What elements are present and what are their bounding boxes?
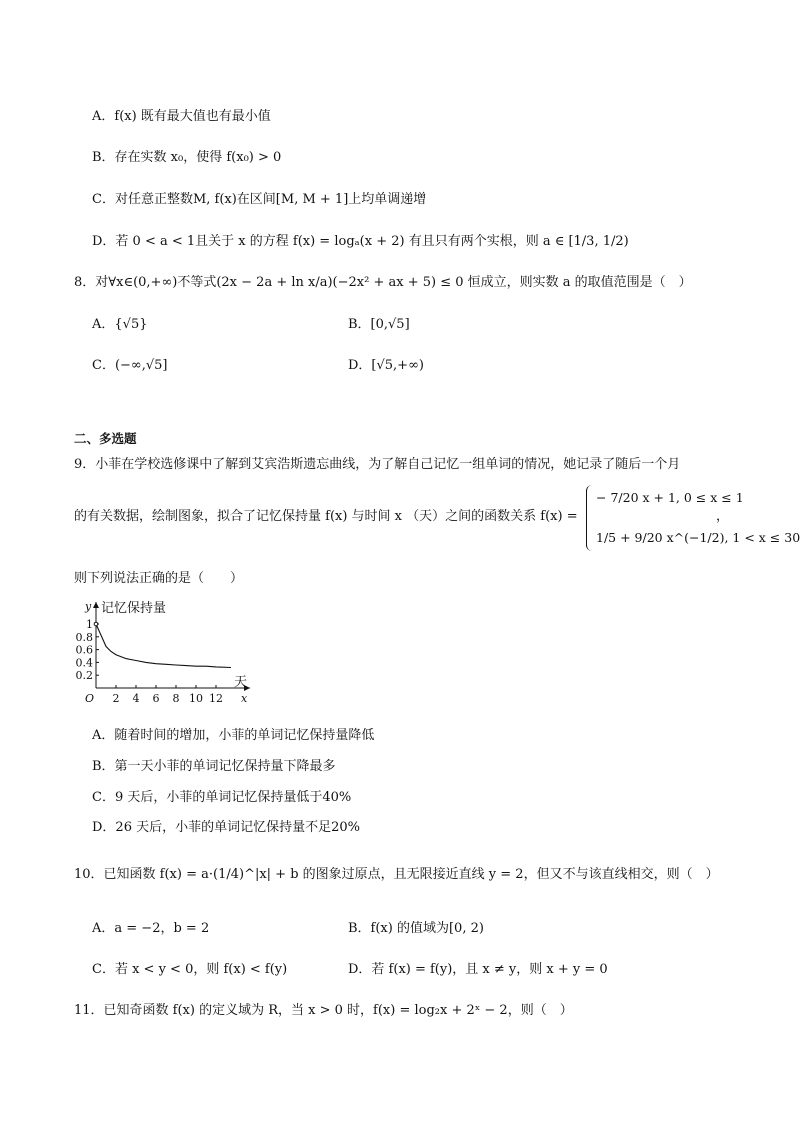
piecewise-case-2: 1/5 + 9/20 x^(−1/2), 1 < x ≤ 30 (596, 530, 800, 545)
q10-option-b: B．f(x) 的值域为[0, 2) (348, 921, 484, 936)
q8-option-b: B．[0,√5] (348, 317, 410, 332)
x-tick-label: 4 (132, 692, 140, 705)
q9-option-d: D．26 天后，小菲的单词记忆保持量不足20% (92, 820, 360, 835)
y-tick-label: 0.2 (75, 669, 93, 683)
q9-option-b: B．第一天小菲的单词记忆保持量下降最多 (92, 759, 336, 774)
q9-stem-line3: 则下列说法正确的是（ ） (74, 571, 244, 586)
y-tick-label: 0.4 (75, 656, 93, 670)
origin-label: O (85, 692, 95, 705)
q9-stem-line2: 的有关数据，绘制图象，拟合了记忆保持量 f(x) 与时间 x （天）之间的函数关系 f(x) = (74, 509, 578, 524)
q10-option-c: C．若 x < y < 0，则 f(x) < f(y) (92, 962, 288, 977)
q9-stem-line1: 9．小菲在学校选修课中了解到艾宾浩斯遗忘曲线，为了解自己记忆一组单词的情况，她记录了随后一个月 (74, 457, 681, 472)
q8-option-d: D．[√5,+∞) (348, 358, 424, 373)
q9-option-c: C．9 天后，小菲的单词记忆保持量低于40% (92, 790, 352, 805)
x-tick-label: 10 (189, 692, 203, 705)
y-tick-label: 0.6 (75, 643, 93, 657)
y-axis-arrow (93, 602, 99, 608)
q10-option-d: D．若 f(x) = f(y)，且 x ≠ y，则 x + y = 0 (348, 962, 608, 977)
q10-stem: 10．已知函数 f(x) = a·(1/4)^|x| + b 的图象过原点，且无限接近直线 y = 2，但又不与该直线相交，则（ ） (74, 867, 719, 882)
x-axis-label: 天 (234, 675, 248, 690)
x-tick-label: 6 (152, 692, 160, 705)
q9-comma: ， (716, 509, 730, 524)
piecewise-brace (586, 485, 595, 551)
section-title: 二、多选题 (74, 431, 137, 446)
curve-start-point (94, 622, 98, 626)
y-tick-label: 0.8 (75, 630, 93, 644)
q7-option-c: C．对任意正整数M, f(x)在区间[M, M + 1]上均单调递增 (92, 192, 427, 207)
x-axis-symbol: x (241, 692, 248, 705)
x-tick-label: 12 (209, 692, 223, 705)
q9-option-a: A．随着时间的增加，小菲的单词记忆保持量降低 (92, 728, 375, 743)
q8-option-a: A．{√5} (92, 317, 148, 332)
q11-stem: 11．已知奇函数 f(x) 的定义域为 R，当 x > 0 时，f(x) = log₂x + 2ˣ − 2，则（ ） (74, 1003, 573, 1018)
y-tick-label: 1 (86, 618, 93, 631)
q8-option-c: C．(−∞,√5] (92, 358, 168, 373)
x-tick-label: 8 (172, 692, 180, 705)
q10-option-a: A．a = −2，b = 2 (92, 921, 210, 936)
retention-curve (96, 624, 231, 668)
y-axis-symbol: y (85, 600, 92, 613)
q7-option-b: B．存在实数 x₀，使得 f(x₀) > 0 (92, 150, 282, 165)
forgetting-curve-chart (75, 598, 258, 718)
piecewise-case-1: − 7/20 x + 1, 0 ≤ x ≤ 1 (596, 490, 744, 505)
x-tick-label: 2 (112, 692, 120, 705)
q8-stem: 8．对∀x∈(0,+∞)不等式(2x − 2a + ln x/a)(−2x² + ax + 5) ≤ 0 恒成立，则实数 a 的取值范围是（ ） (74, 275, 692, 290)
q7-option-d: D．若 0 < a < 1且关于 x 的方程 f(x) = logₐ(x + 2) 有且只有两个实根，则 a ∈ [1/3, 1/2) (92, 234, 629, 249)
q7-option-a: A．f(x) 既有最大值也有最小值 (92, 109, 271, 124)
y-axis-label: 记忆保持量 (101, 601, 167, 616)
